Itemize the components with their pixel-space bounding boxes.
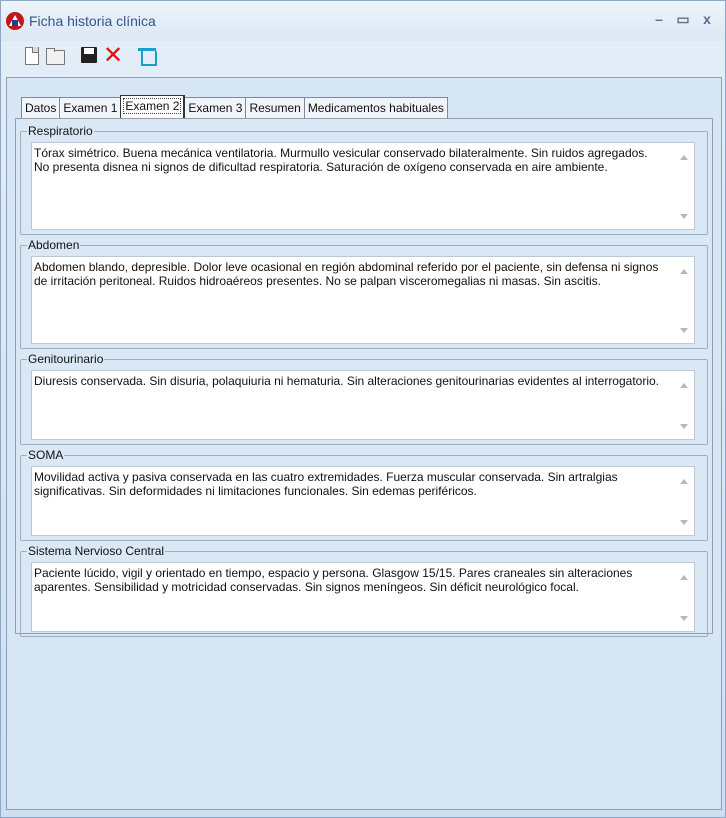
genitourinario-text: Diuresis conservada. Sin disuria, polaquiuria ni hematuria. Sin alteraciones genitourinarias evidentes al interrogatorio. [34,374,660,388]
genitourinario-textarea[interactable] [31,370,695,440]
group-label: SOMA [28,448,64,462]
tab-page-examen-2 [15,118,713,634]
scroll-up-icon[interactable] [680,269,688,274]
soma-text: Movilidad activa y pasiva conservada en las cuatro extremidades. Fuerza muscular conservada. Sin artralgias significativas. Sin deformidades ni limitaciones funcionales. Sin edemas periféricos. [34,470,618,498]
title-bar [1,1,725,41]
group-label: Sistema Nervioso Central [28,544,165,558]
window-controls [647,9,719,29]
tab-examen-1[interactable] [59,97,121,118]
group-label: Respiratorio [28,124,93,138]
trash-can-icon[interactable] [135,44,159,68]
new-document-icon[interactable] [19,44,43,68]
window-title: Ficha historia clínica [29,13,156,29]
tab-label: Resumen [249,101,301,115]
delete-x-icon[interactable]: ✕ [102,41,124,69]
scroll-up-icon[interactable] [680,479,688,484]
respiratorio-text: Tórax simétrico. Buena mecánica ventilatoria. Murmullo vesicular conservado bilateralmente. Sin ruidos agregados. No presenta disnea ni signos de dificultad respiratoria. Saturación de oxígeno conservada en aire ambiente. [34,146,648,174]
main-panel [6,77,722,810]
tab-datos[interactable] [21,97,60,118]
group-respiratorio [20,124,708,235]
group-soma [20,448,708,541]
tab-resumen[interactable] [245,97,304,118]
app-logo-icon [6,12,24,30]
tab-strip [21,96,447,118]
minimize-button[interactable]: – [655,11,663,27]
abdomen-textarea[interactable] [31,256,695,344]
abdomen-text: Abdomen blando, depresible. Dolor leve ocasional en región abdominal referido por el paciente, sin defensa ni signos de irritación peritoneal. Ruidos hidroaéreos presentes. No se palpan visceromegalias ni masas. Sin ascitis. [34,260,659,288]
save-disk-icon[interactable] [77,44,101,68]
tab-label: Examen 3 [188,101,243,115]
tab-label: Medicamentos habituales [307,101,444,115]
tab-examen-3[interactable] [184,97,246,118]
group-sistema-nervioso-central [20,544,708,637]
snc-text: Paciente lúcido, vigil y orientado en tiempo, espacio y persona. Glasgow 15/15. Pares craneales sin alteraciones aparentes. Sensibilidad y motricidad conservadas. Sin signos meníngeos. Sin déficit neurológico focal. [34,566,633,594]
respiratorio-textarea[interactable] [31,142,695,230]
maximize-button[interactable]: ▭ [676,11,690,27]
close-button[interactable]: x [703,11,711,27]
tab-label: Datos [25,101,57,115]
open-folder-icon[interactable] [43,44,67,68]
tab-medicamentos-habituales[interactable] [304,97,448,118]
group-abdomen [20,238,708,349]
tab-label: Examen 2 [125,99,180,113]
scroll-down-icon[interactable] [680,424,688,429]
tab-label: Examen 1 [63,101,118,115]
scroll-down-icon[interactable] [680,616,688,621]
scroll-up-icon[interactable] [680,575,688,580]
group-label: Abdomen [28,238,80,252]
group-genitourinario [20,352,708,445]
scroll-down-icon[interactable] [680,214,688,219]
scroll-up-icon[interactable] [680,155,688,160]
scroll-up-icon[interactable] [680,383,688,388]
group-label: Genitourinario [28,352,104,366]
scroll-down-icon[interactable] [680,520,688,525]
snc-textarea[interactable] [31,562,695,632]
scroll-down-icon[interactable] [680,328,688,333]
toolbar [19,43,159,69]
soma-textarea[interactable] [31,466,695,536]
tab-examen-2[interactable] [120,95,185,118]
